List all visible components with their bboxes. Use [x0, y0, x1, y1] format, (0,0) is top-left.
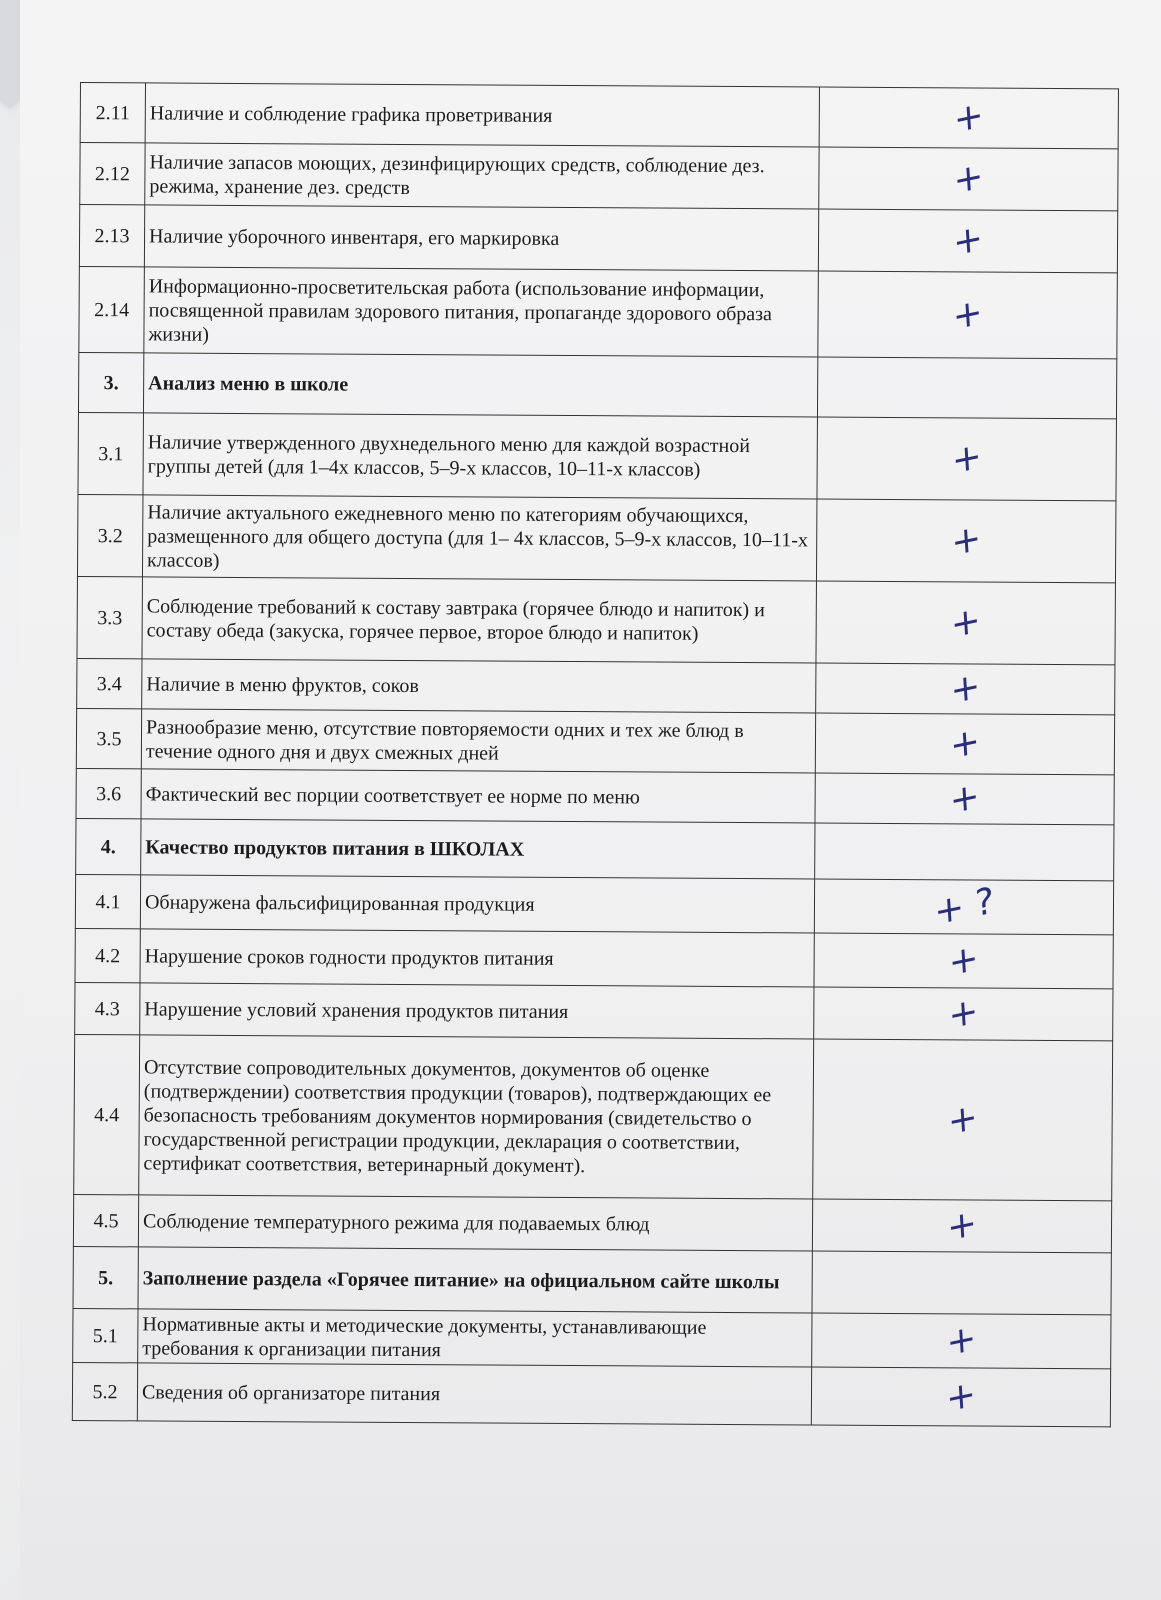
- mark-cell: [817, 357, 1116, 419]
- inspection-checklist-table: [72, 82, 1119, 1427]
- item-description: Обнаружена фальсифицированная продукция: [140, 875, 814, 933]
- mark-cell: [814, 933, 1113, 989]
- mark-cell: [815, 713, 1114, 775]
- item-number: 3.5: [76, 708, 141, 768]
- section-header-row: [78, 352, 1116, 418]
- item-description: Нарушение условий хранения продуктов питания: [140, 983, 814, 1039]
- item-number: 4.2: [75, 928, 140, 982]
- checklist-row: [73, 1194, 1111, 1252]
- item-number: 4.5: [73, 1194, 138, 1246]
- handwritten-check-mark: +: [945, 1316, 978, 1365]
- item-description: Отсутствие сопроводительных документов, документов об оценке (подтверждении) соответствия продукции (товаров), подтверждающих ее безопасность требованиям документов нормирования (свидетельство о государственной регистрации продукции, декларация о соответствии, сертификат соответствия, ветеринарный документ).: [139, 1035, 814, 1199]
- item-description: Нарушение сроков годности продуктов питания: [140, 929, 814, 987]
- item-number: 2.11: [80, 83, 145, 143]
- checklist-row: [78, 412, 1116, 500]
- handwritten-check-mark: +: [946, 1095, 979, 1144]
- handwritten-check-mark: +: [951, 290, 984, 339]
- handwritten-check-mark: +: [948, 774, 981, 823]
- item-description: Сведения об организаторе питания: [137, 1363, 811, 1425]
- item-number: 3.4: [77, 658, 142, 708]
- checklist-row: [80, 143, 1118, 211]
- handwritten-check-mark: +: [948, 719, 982, 768]
- mark-cell: [816, 663, 1115, 715]
- section-title: Анализ меню в школе: [143, 353, 817, 417]
- checklist-row: [72, 1362, 1110, 1426]
- handwritten-check-mark: +: [944, 1372, 978, 1421]
- mark-cell: [812, 1251, 1111, 1315]
- checklist-row: [75, 928, 1113, 988]
- item-description: Соблюдение температурного режима для подаваемых блюд: [138, 1195, 812, 1251]
- checklist-row: [75, 982, 1113, 1040]
- mark-cell: [818, 271, 1118, 359]
- mark-cell: [817, 417, 1116, 501]
- item-number: 2.12: [80, 143, 145, 205]
- handwritten-check-mark: +: [950, 516, 983, 565]
- mark-cell: [812, 1199, 1111, 1253]
- item-description: Разнообразие меню, отсутствие повторяемости одних и тех же блюд в течение одного дня и двух смежных дней: [141, 709, 815, 773]
- mark-cell: [811, 1367, 1110, 1427]
- item-number: 3.3: [77, 576, 142, 658]
- item-number: 3.6: [76, 768, 141, 818]
- section-title: Качество продуктов питания в ШКОЛАХ: [141, 819, 815, 879]
- mark-cell: [814, 879, 1113, 935]
- item-number: 3.: [78, 352, 143, 412]
- item-number: 3.1: [78, 412, 143, 494]
- item-description: Наличие утвержденного двухнедельного меню для каждой возрастной группы детей (для 1–4х классов, 5–9-х классов, 10–11-х классов): [143, 413, 817, 499]
- item-number: 2.14: [79, 266, 145, 352]
- item-description: Наличие уборочного инвентаря, его маркировка: [144, 205, 818, 271]
- handwritten-check-mark: + ?: [932, 879, 995, 934]
- mark-cell: [813, 1039, 1113, 1201]
- section-header-row: [73, 1246, 1111, 1314]
- mark-cell: [818, 209, 1117, 273]
- checklist-row: [76, 768, 1114, 824]
- handwritten-check-mark: +: [952, 93, 985, 142]
- mark-cell: [815, 773, 1114, 825]
- checklist-row: [79, 205, 1117, 273]
- mark-cell: [814, 987, 1113, 1041]
- checklist-row: [77, 494, 1115, 582]
- mark-cell: [816, 581, 1115, 665]
- handwritten-check-mark: +: [945, 1201, 979, 1250]
- item-number: 4.: [76, 818, 141, 874]
- handwritten-check-mark: +: [952, 154, 985, 203]
- checklist-row: [77, 576, 1115, 664]
- handwritten-check-mark: +: [949, 664, 982, 713]
- item-number: 4.4: [74, 1034, 140, 1194]
- item-number: 3.2: [77, 494, 142, 576]
- item-description: Наличие и соблюдение графика проветривания: [145, 83, 819, 147]
- handwritten-check-mark: +: [949, 598, 982, 647]
- checklist-row: [73, 1308, 1111, 1368]
- checklist-row: [76, 708, 1114, 774]
- item-description: Соблюдение требований к составу завтрака (горячее блюдо и напиток) и составу обеда (закуска, горячее первое, второе блюдо и напиток): [142, 577, 816, 663]
- item-description: Фактический вес порции соответствует ее норме по меню: [141, 769, 815, 823]
- item-description: Нормативные акты и методические документы, устанавливающие требования к организации питания: [138, 1309, 812, 1367]
- checklist-row: [77, 658, 1115, 714]
- item-number: 5.1: [73, 1308, 138, 1362]
- checklist-body: [72, 83, 1118, 1427]
- checklist-row: [74, 1034, 1113, 1200]
- checklist-row: [75, 874, 1113, 934]
- mark-cell: [815, 823, 1114, 881]
- item-number: 4.1: [75, 874, 140, 928]
- item-description: Наличие актуального ежедневного меню по категориям обучающихся, размещенного для общего доступа (для 1– 4х классов, 5–9-х классов, 10–11-х классов): [142, 495, 816, 581]
- item-number: 4.3: [75, 982, 140, 1034]
- mark-cell: [819, 87, 1118, 149]
- item-description: Наличие в меню фруктов, соков: [142, 659, 816, 713]
- mark-cell: [812, 1313, 1111, 1369]
- handwritten-check-mark: +: [950, 434, 983, 483]
- item-number: 2.13: [79, 205, 144, 267]
- checklist-row: [79, 266, 1118, 358]
- mark-cell: [819, 147, 1118, 211]
- handwritten-check-mark: +: [947, 936, 980, 985]
- item-description: Наличие запасов моющих, дезинфицирующих средств, соблюдение дез. режима, хранение дез. средств: [145, 143, 819, 209]
- checklist-row: [80, 83, 1118, 149]
- item-number: 5.2: [72, 1362, 137, 1420]
- section-header-row: [76, 818, 1114, 880]
- handwritten-check-mark: +: [951, 216, 985, 265]
- section-title: Заполнение раздела «Горячее питание» на официальном сайте школы: [138, 1247, 812, 1313]
- handwritten-check-mark: +: [947, 989, 980, 1038]
- item-description: Информационно-просветительская работа (использование информации, посвященной правилам здорового питания, пропаганде здорового образа жизни): [144, 267, 819, 357]
- item-number: 5.: [73, 1246, 138, 1308]
- mark-cell: [816, 499, 1115, 583]
